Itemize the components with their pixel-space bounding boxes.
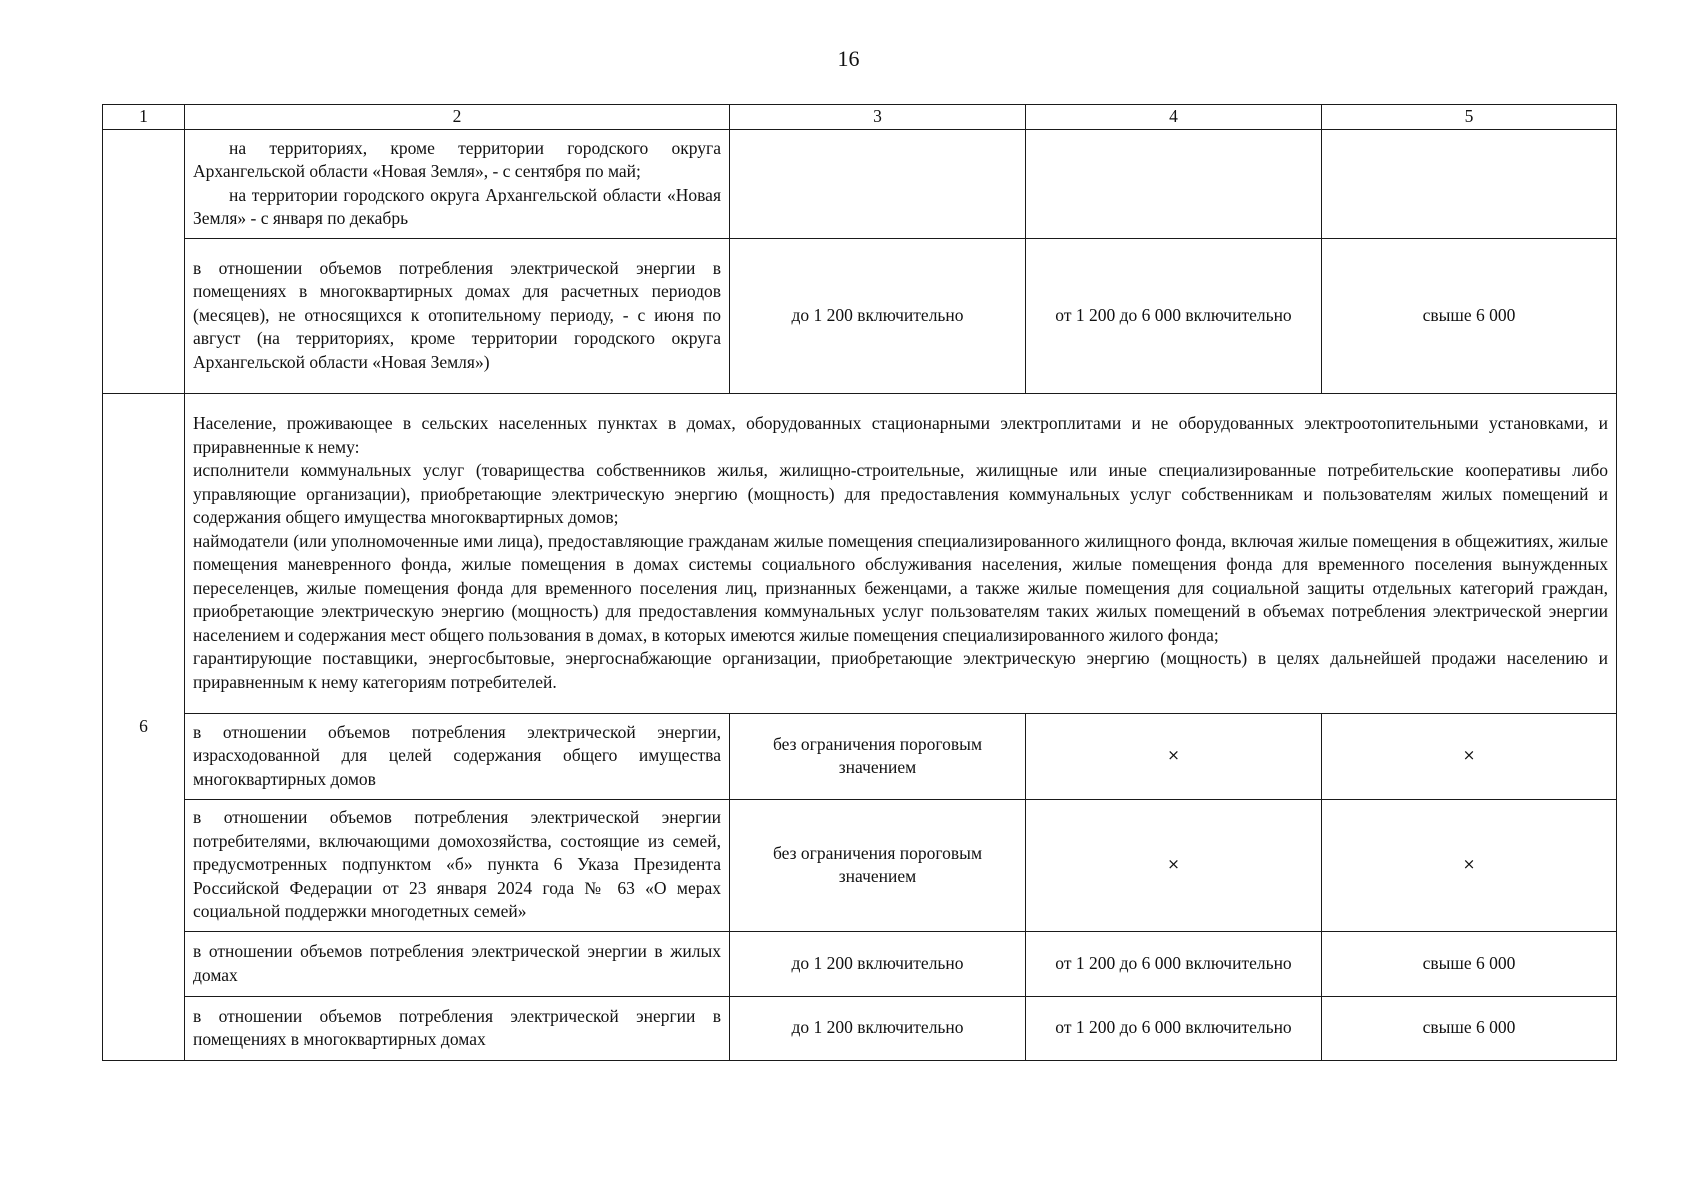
threshold-mid: от 1 200 до 6 000 включительно [1026, 931, 1322, 996]
header-col-3: 3 [730, 105, 1026, 130]
threshold-low: без ограничения пороговым значением [730, 799, 1026, 931]
not-applicable-mark: × [1322, 799, 1617, 931]
table-row [103, 238, 1617, 393]
threshold-low: до 1 200 включительно [730, 931, 1026, 996]
threshold-high: свыше 6 000 [1322, 238, 1617, 393]
table-row [103, 713, 1617, 799]
tariff-table [102, 104, 1617, 1061]
row-number-value: 6 [139, 715, 148, 736]
header-col-4: 4 [1026, 105, 1322, 130]
empty-cell [1026, 129, 1322, 238]
header-col-1: 1 [103, 105, 185, 130]
row-description: в отношении объемов потребления электрической энергии в помещениях в многоквартирных домах [185, 996, 730, 1060]
row-number-empty [103, 129, 185, 393]
group-description [185, 393, 1617, 713]
table-row [103, 799, 1617, 931]
table-row [103, 393, 1617, 713]
page-number: 16 [837, 46, 860, 71]
group-paragraph: Население, проживающее в сельских населенных пунктах в домах, оборудованных стационарными электроплитами и не оборудованных электроотопительными установками, и приравненные к нему: [193, 413, 1608, 457]
row-description: в отношении объемов потребления электрической энергии потребителями, включающими домохозяйства, состоящие из семей, предусмотренных подпунктом «б» пункта 6 Указа Президента Российской Федерации от 23 января 2024 года № 63 «О мерах социальной поддержки многодетных семей» [185, 799, 730, 931]
threshold-mid: от 1 200 до 6 000 включительно [1026, 238, 1322, 393]
table-header-row [103, 105, 1617, 130]
row-number [103, 393, 185, 1060]
table-row [103, 996, 1617, 1060]
not-applicable-mark: × [1026, 799, 1322, 931]
continuation-text [185, 129, 730, 238]
group-paragraph: исполнители коммунальных услуг (товарищества собственников жилья, жилищно-строительные, жилищные или иные специализированные потребительские кооперативы либо управляющие организации), приобретающие электрическую энергию (мощность) для предоставления коммунальных услуг собственникам и пользователям жилых помещений и содержания общего имущества многоквартирных домов; [193, 460, 1608, 527]
table-row [103, 129, 1617, 238]
continuation-paragraph: на территориях, кроме территории городского округа Архангельской области «Новая Земля», - с сентября по май; [193, 137, 721, 181]
threshold-mid: от 1 200 до 6 000 включительно [1026, 996, 1322, 1060]
not-applicable-mark: × [1322, 713, 1617, 799]
empty-cell [730, 129, 1026, 238]
threshold-low: до 1 200 включительно [730, 996, 1026, 1060]
not-applicable-mark: × [1026, 713, 1322, 799]
table-row [103, 931, 1617, 996]
threshold-low: без ограничения пороговым значением [730, 713, 1026, 799]
group-paragraph: наймодатели (или уполномоченные ими лица), предоставляющие гражданам жилые помещения специализированного жилищного фонда, включая жилые помещения в общежитиях, жилые помещения маневренного фонда, жилые помещения в домах системы социального обслуживания населения, жилые помещения фонда для временного поселения вынужденных переселенцев, жилые помещения фонда для временного поселения лиц, признанных беженцами, а также жилые помещения для социальной защиты отдельных категорий граждан, приобретающие электрическую энергию (мощность) для предоставления коммунальных услуг пользователям таких жилых помещений в объемах потребления электрической энергии населением и содержания мест общего пользования в домах, в которых имеются жилые помещения специализированного жилого фонда; [193, 530, 1608, 645]
threshold-low: до 1 200 включительно [730, 238, 1026, 393]
header-col-2: 2 [185, 105, 730, 130]
row-description: в отношении объемов потребления электрической энергии, израсходованной для целей содержания общего имущества многоквартирных домов [185, 713, 730, 799]
row-description: в отношении объемов потребления электрической энергии в помещениях в многоквартирных домах для расчетных периодов (месяцев), не относящихся к отопительному периоду, - с июня по август (на территориях, кроме территории городского округа Архангельской области «Новая Земля») [185, 238, 730, 393]
continuation-paragraph: на территории городского округа Архангельской области «Новая Земля» - с января по декабрь [193, 184, 721, 228]
threshold-high: свыше 6 000 [1322, 931, 1617, 996]
threshold-high: свыше 6 000 [1322, 996, 1617, 1060]
empty-cell [1322, 129, 1617, 238]
row-description: в отношении объемов потребления электрической энергии в жилых домах [185, 931, 730, 996]
group-paragraph: гарантирующие поставщики, энергосбытовые, энергоснабжающие организации, приобретающие электрическую энергию (мощность) в целях дальнейшей продажи населению и приравненным к нему категориям потребителей. [193, 648, 1608, 692]
header-col-5: 5 [1322, 105, 1617, 130]
